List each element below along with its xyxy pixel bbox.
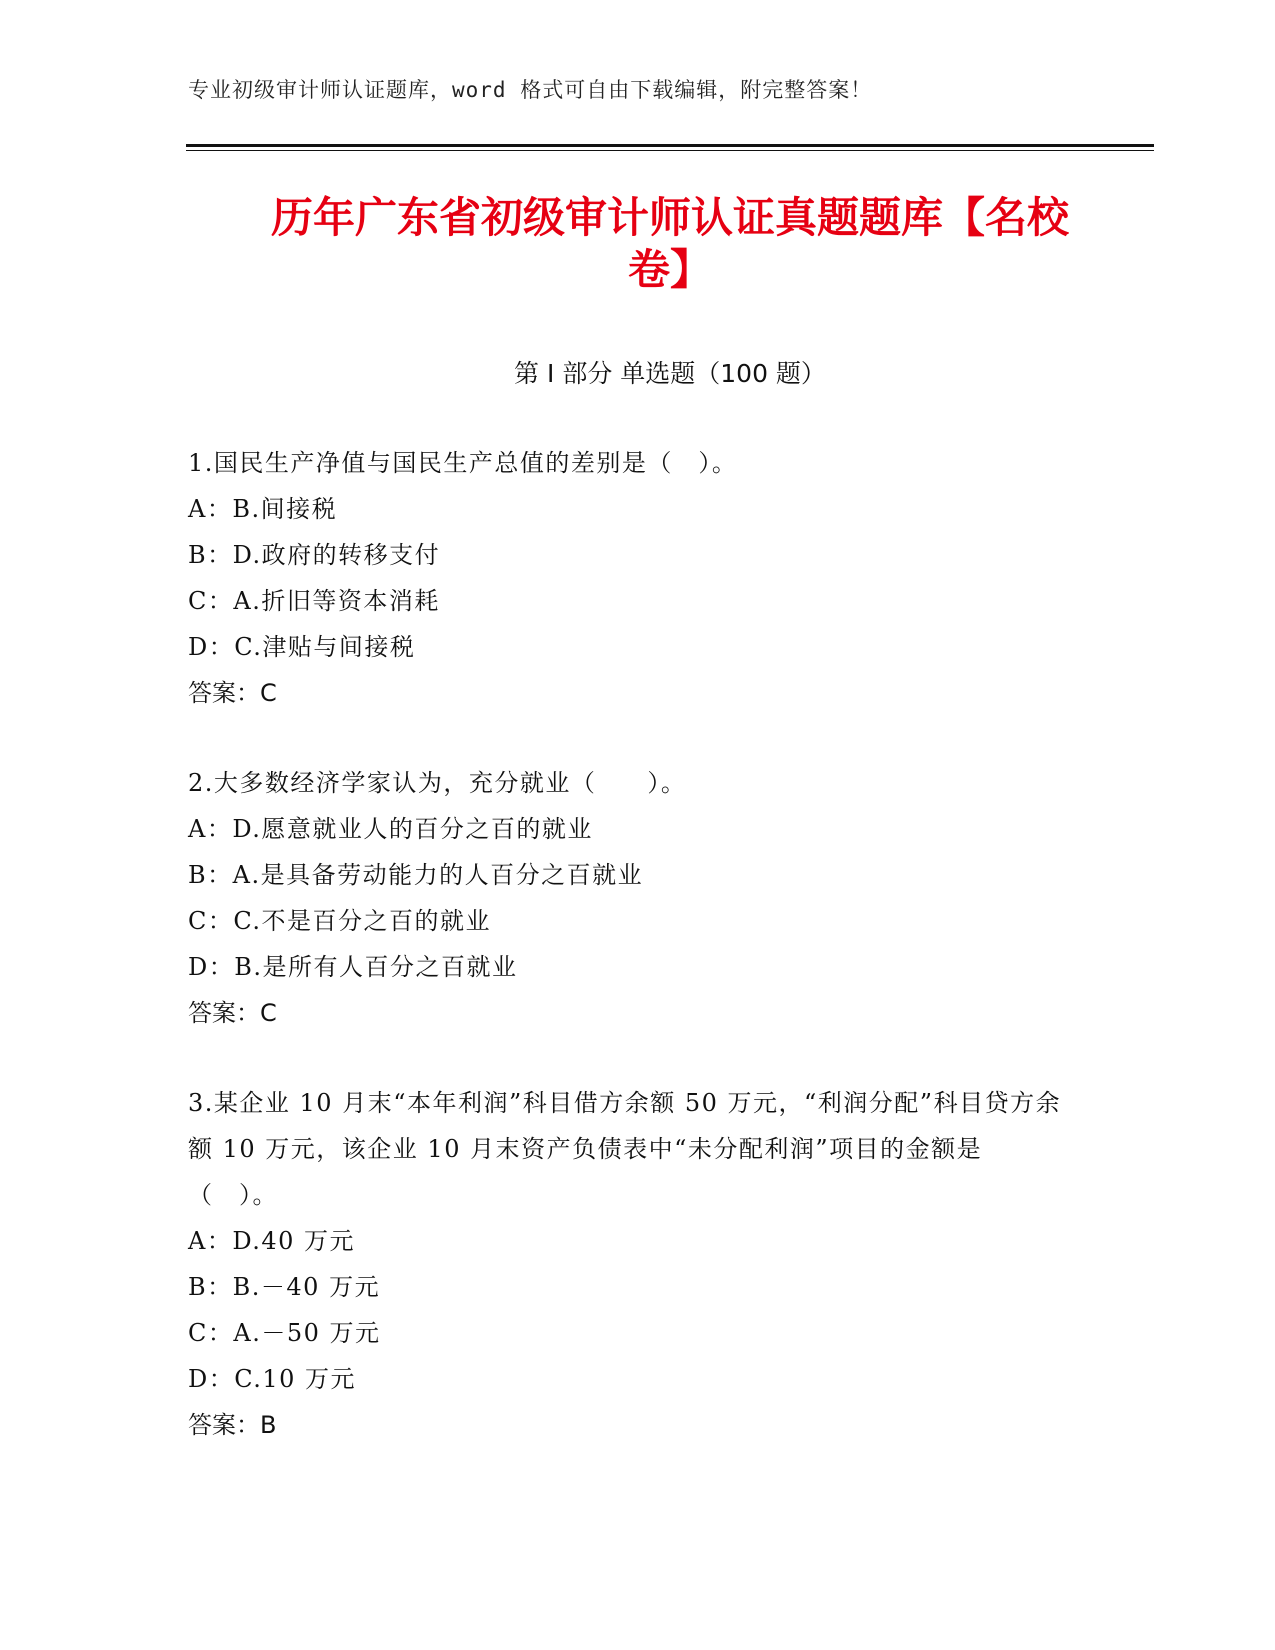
option-b: B：A.是具备劳动能力的人百分之百就业	[188, 861, 644, 889]
option-b: B：B.－40 万元	[188, 1273, 381, 1301]
option-d: D：C.津贴与间接税	[188, 633, 416, 661]
header-note: 专业初级审计师认证题库，word 格式可自由下载编辑，附完整答案！	[188, 78, 873, 102]
question-stem: 1.国民生产净值与国民生产总值的差别是（ ）。	[188, 449, 738, 477]
answer-line: 答案：B	[188, 1411, 277, 1439]
header-rule-thick	[186, 144, 1154, 147]
question-stem: 2.大多数经济学家认为，充分就业（ ）。	[188, 769, 687, 797]
option-c: C：A.－50 万元	[188, 1319, 381, 1347]
question-1	[188, 440, 1068, 716]
option-d: D：C.10 万元	[188, 1365, 357, 1393]
option-c: C：A.折旧等资本消耗	[188, 587, 440, 615]
document-title-line1: 历年广东省初级审计师认证真题题库【名校	[270, 193, 1069, 242]
document-title	[186, 192, 1154, 296]
answer-line: 答案：C	[188, 999, 277, 1027]
option-a: A：D.40 万元	[188, 1227, 356, 1255]
option-a: A：B.间接税	[188, 495, 338, 523]
option-b: B：D.政府的转移支付	[188, 541, 441, 569]
document-title-line2: 卷】	[627, 245, 712, 294]
section-title: 第 I 部分 单选题（100 题）	[514, 359, 826, 388]
question-stem: 3.某企业 10 月末“本年利润”科目借方余额 50 万元，“利润分配”科目贷方余额 10 万元，该企业 10 月末资产负债表中“未分配利润”项目的金额是（ ）。	[188, 1089, 1062, 1209]
header-rule-thin	[186, 150, 1154, 151]
question-3	[188, 1080, 1068, 1448]
option-d: D：B.是所有人百分之百就业	[188, 953, 518, 981]
option-c: C：C.不是百分之百的就业	[188, 907, 491, 935]
question-list	[188, 440, 1068, 1492]
option-a: A：D.愿意就业人的百分之百的就业	[188, 815, 593, 843]
question-2	[188, 760, 1068, 1036]
answer-line: 答案：C	[188, 679, 277, 707]
